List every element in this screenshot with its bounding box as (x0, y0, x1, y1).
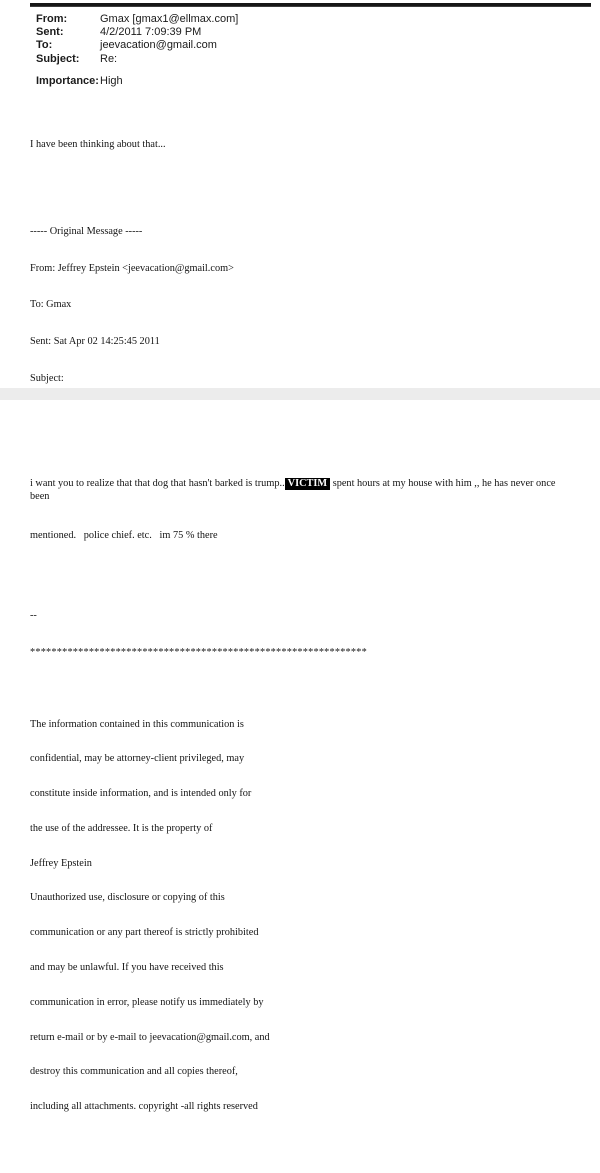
to-value: jeevacation@gmail.com (100, 39, 217, 52)
original-message-divider: ----- Original Message ----- (30, 225, 143, 237)
bottom-scan-strip (0, 388, 600, 400)
header-row-to (36, 39, 238, 52)
to-label: To: (36, 39, 53, 52)
header-top-rule (30, 3, 591, 7)
disclaimer-block (30, 695, 562, 1136)
header-row-subject (36, 53, 238, 66)
disclaimer-line: including all attachments. copyright -all rights reserved (30, 1101, 258, 1113)
header-row-from (36, 13, 238, 26)
disclaimer-line: Jeffrey Epstein (30, 857, 92, 869)
subject-label: Subject: (36, 52, 80, 65)
sent-value: 4/2/2011 7:09:39 PM (100, 26, 202, 39)
header-row-sent (36, 26, 238, 39)
disclaimer-line: Unauthorized use, disclosure or copying of this (30, 892, 225, 904)
header-row-importance (36, 75, 238, 88)
disclaimer-line: communication in error, please notify us immediately by (30, 996, 264, 1008)
message-paragraph (30, 451, 562, 568)
message-text-pre: i want you to realize that that dog that hasn't barked is trump.. (30, 478, 285, 490)
disclaimer-line: communication or any part thereof is strictly prohibited (30, 927, 259, 939)
intro-line: I have been thinking about that... (30, 138, 166, 150)
disclaimer-line: confidential, may be attorney-client privileged, may (30, 753, 245, 765)
importance-value: High (100, 74, 123, 87)
disclaimer-line: destroy this communication and all copies thereof, (30, 1066, 238, 1078)
disclaimer-line: and may be unlawful. If you have received this (30, 962, 224, 974)
email-body (30, 102, 562, 1173)
disclaimer-line: constitute inside information, and is intended only for (30, 788, 252, 800)
quoted-subject-line: Subject: (30, 373, 64, 385)
message-line-1 (30, 477, 562, 503)
quoted-from-line: From: Jeffrey Epstein <jeevacation@gmail.com> (30, 262, 234, 274)
sent-label: Sent: (36, 26, 64, 39)
quoted-to-line: To: Gmax (30, 299, 72, 311)
email-header (36, 13, 238, 88)
message-text-post: spent hours at my house with him ,, he has never once been (30, 478, 559, 503)
victim-redaction-box: VICTIM (285, 478, 330, 490)
importance-label: Importance: (36, 74, 99, 87)
disclaimer-line: return e-mail or by e-mail to jeevacation@gmail.com, and (30, 1031, 270, 1043)
subject-value: Re: (100, 52, 118, 65)
disclaimer-line: the use of the addressee. It is the property of (30, 822, 213, 834)
quoted-message-header (30, 201, 562, 410)
from-value: Gmax [gmax1@ellmax.com] (100, 13, 239, 25)
quoted-sent-line: Sent: Sat Apr 02 14:25:45 2011 (30, 336, 160, 348)
disclaimer-line: The information contained in this communication is (30, 718, 244, 730)
message-line-2: mentioned. police chief. etc. im 75 % there (30, 530, 218, 542)
from-label: From: (36, 13, 68, 25)
asterisk-divider: *************************************************************** (30, 646, 367, 658)
signature-dashes: -- (30, 609, 37, 621)
